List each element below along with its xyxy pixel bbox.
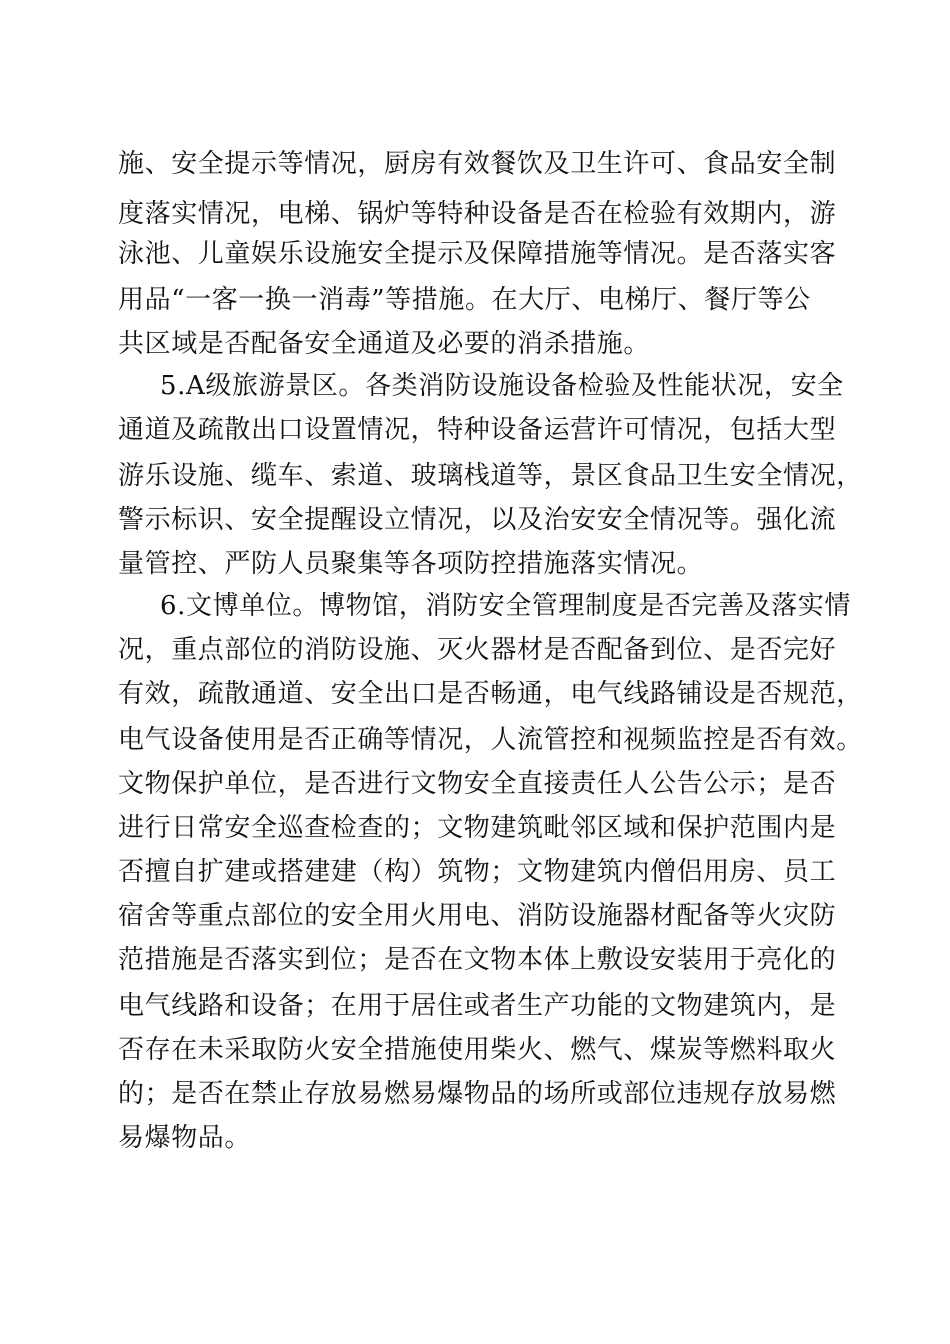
text-line: 度落实情况，电梯、锅炉等特种设备是否在检验有效期内，游 — [118, 199, 837, 229]
text-line: 宿舍等重点部位的安全用火用电、消防设施器材配备等火灾防 — [118, 901, 837, 931]
text-line: 的；是否在禁止存放易燃易爆物品的场所或部位违规存放易燃 — [118, 1079, 837, 1109]
text-line: 电气线路和设备；在用于居住或者生产功能的文物建筑内，是 — [118, 991, 837, 1021]
text-line: 共区域是否配备安全通道及必要的消杀措施。 — [118, 329, 651, 359]
text-line: 泳池、儿童娱乐设施安全提示及保障措施等情况。是否落实客 — [118, 239, 837, 269]
text-line: 游乐设施、缆车、索道、玻璃栈道等，景区食品卫生安全情况， — [118, 461, 863, 491]
text-line: 用品“一客一换一消毒”等措施。在大厅、电梯厅、餐厅等公 — [118, 285, 811, 315]
text-line: 进行日常安全巡查检查的；文物建筑毗邻区域和保护范围内是 — [118, 813, 837, 843]
text-line: 易爆物品。 — [118, 1123, 252, 1153]
text-line: 况，重点部位的消防设施、灭火器材是否配备到位、是否完好 — [118, 635, 837, 665]
text-line: 量管控、严防人员聚集等各项防控措施落实情况。 — [118, 549, 704, 579]
text-line: 范措施是否落实到位；是否在文物本体上敷设安装用于亮化的 — [118, 945, 837, 975]
text-line: 通道及疏散出口设置情况，特种设备运营许可情况，包括大型 — [118, 415, 837, 445]
text-line: 6.文博单位。博物馆，消防安全管理制度是否完善及落实情 — [160, 591, 852, 621]
text-line: 5.A级旅游景区。各类消防设施设备检验及性能状况，安全 — [160, 371, 844, 401]
text-line: 否存在未采取防火安全措施使用柴火、燃气、煤炭等燃料取火 — [118, 1035, 837, 1065]
text-line: 文物保护单位，是否进行文物安全直接责任人公告公示；是否 — [118, 769, 837, 799]
text-line: 否擅自扩建或搭建建（构）筑物；文物建筑内僧侣用房、员工 — [118, 857, 837, 887]
text-line: 电气设备使用是否正确等情况，人流管控和视频监控是否有效。 — [118, 725, 863, 755]
text-line: 有效，疏散通道、安全出口是否畅通，电气线路铺设是否规范， — [118, 679, 863, 709]
text-line: 警示标识、安全提醒设立情况，以及治安安全情况等。强化流 — [118, 505, 837, 535]
text-line: 施、安全提示等情况，厨房有效餐饮及卫生许可、食品安全制 — [118, 149, 837, 179]
